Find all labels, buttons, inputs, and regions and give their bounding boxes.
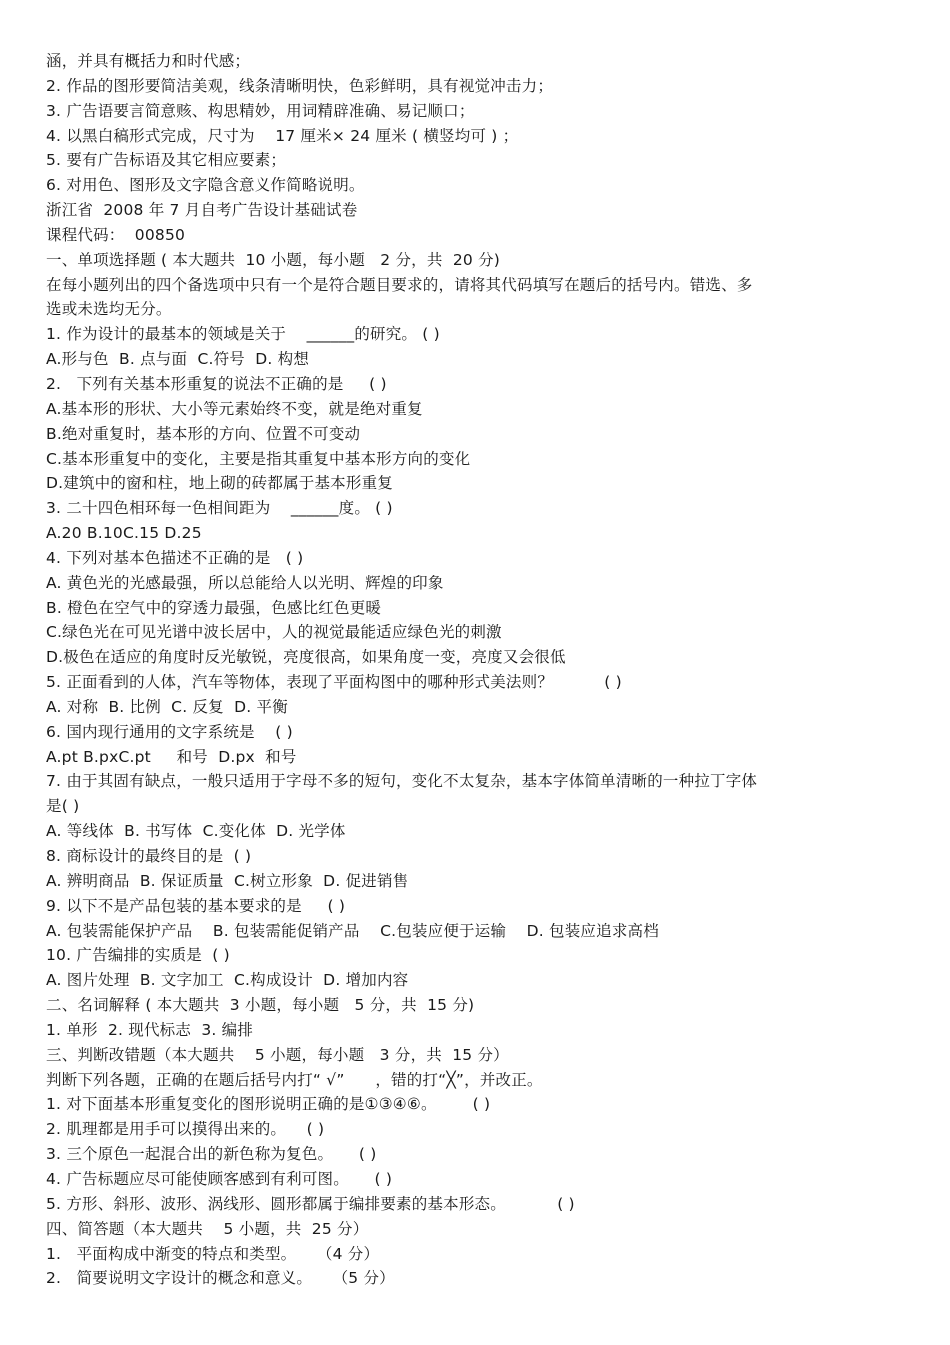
answer-option: D.极色在适应的角度时反光敏锐，亮度很高，如果角度一变，亮度又会很低 bbox=[46, 648, 566, 667]
question: 1. 平面构成中渐变的特点和类型。 （4 分） bbox=[46, 1244, 380, 1263]
question: 4. 下列对基本色描述不正确的是 ( ) bbox=[46, 548, 304, 567]
answer-options: A.pt B.pxC.pt 和号 D.px 和号 bbox=[46, 747, 297, 766]
question: 5. 方形、斜形、波形、涡线形、圆形都属于编排要素的基本形态。 ( ) bbox=[46, 1194, 575, 1213]
answer-option: B.绝对重复时，基本形的方向、位置不可变动 bbox=[46, 424, 361, 443]
question: 3. 三个原色一起混合出的新色称为复色。 ( ) bbox=[46, 1145, 377, 1164]
doc-line: 3. 广告语要言简意赅、构思精妙，用词精辟准确、易记顺口； bbox=[46, 101, 475, 120]
doc-line: 4. 以黑白稿形式完成，尺寸为 17 厘米× 24 厘米 ( 横竖均可 ) ； bbox=[46, 126, 519, 145]
answer-options: A.20 B.10C.15 D.25 bbox=[46, 524, 202, 543]
answer-option: D.建筑中的窗和柱，地上砌的砖都属于基本形重复 bbox=[46, 474, 393, 493]
question: 1. 作为设计的最基本的领域是关于 ______的研究。 ( ) bbox=[46, 325, 440, 344]
question: 4. 广告标题应尽可能使顾客感到有利可图。 ( ) bbox=[46, 1169, 393, 1188]
answer-option: C.绿色光在可见光谱中波长居中，人的视觉最能适应绿色光的刺激 bbox=[46, 623, 502, 642]
section-heading: 四、简答题（本大题共 5 小题，共 25 分） bbox=[46, 1219, 369, 1238]
section-heading: 二、名词解释 ( 本大题共 3 小题，每小题 5 分，共 15 分) bbox=[46, 996, 475, 1015]
answer-options: A. 辨明商品 B. 保证质量 C.树立形象 D. 促进销售 bbox=[46, 871, 409, 890]
answer-option: A.基本形的形状、大小等元素始终不变，就是绝对重复 bbox=[46, 399, 423, 418]
answer-options: A.形与色 B. 点与面 C.符号 D. 构想 bbox=[46, 350, 310, 369]
doc-line: 涵，并具有概括力和时代感； bbox=[46, 52, 251, 70]
answer-options: A. 包装需能保护产品 B. 包装需能促销产品 C.包装应便于运输 D. 包装应追求高档 bbox=[46, 921, 659, 940]
exam-title: 浙江省 2008 年 7 月自考广告设计基础试卷 bbox=[46, 201, 358, 220]
answer-options: A. 对称 B. 比例 C. 反复 D. 平衡 bbox=[46, 697, 288, 716]
section-instructions: 选或未选均无分。 bbox=[46, 300, 172, 319]
section-instructions: 判断下列各题，正确的在题后括号内打“ √” ，错的打“╳”，并改正。 bbox=[46, 1070, 543, 1089]
question: 1. 单形 2. 现代标志 3. 编排 bbox=[46, 1020, 254, 1039]
doc-line: 2. 作品的图形要简洁美观，线条清晰明快，色彩鲜明，具有视觉冲击力； bbox=[46, 76, 554, 95]
question: 1. 对下面基本形重复变化的图形说明正确的是①③④⑥。 ( ) bbox=[46, 1095, 491, 1114]
question: 是( ) bbox=[46, 797, 80, 816]
question: 9. 以下不是产品包装的基本要求的是 ( ) bbox=[46, 896, 346, 915]
question: 3. 二十四色相环每一色相间距为 ______度。 ( ) bbox=[46, 499, 393, 518]
question: 5. 正面看到的人体，汽车等物体，表现了平面构图中的哪种形式美法则？ ( ) bbox=[46, 673, 622, 692]
question: 6. 国内现行通用的文字系统是 ( ) bbox=[46, 722, 293, 741]
question: 10. 广告编排的实质是 ( ) bbox=[46, 946, 230, 965]
answer-option: A. 黄色光的光感最强，所以总能给人以光明、辉煌的印象 bbox=[46, 573, 444, 592]
section-heading: 三、判断改错题（本大题共 5 小题，每小题 3 分，共 15 分） bbox=[46, 1045, 509, 1064]
answer-options: A. 等线体 B. 书写体 C.变化体 D. 光学体 bbox=[46, 822, 346, 841]
question: 8. 商标设计的最终目的是 ( ) bbox=[46, 847, 252, 865]
answer-options: A. 图片处理 B. 文字加工 C.构成设计 D. 增加内容 bbox=[46, 971, 409, 990]
section-heading: 一、单项选择题 ( 本大题共 10 小题，每小题 2 分，共 20 分) bbox=[46, 250, 501, 269]
answer-option: B. 橙色在空气中的穿透力最强，色感比红色更暖 bbox=[46, 598, 382, 617]
question: 2. 简要说明文字设计的概念和意义。 （5 分） bbox=[46, 1269, 395, 1288]
course-code: 课程代码： 00850 bbox=[46, 225, 186, 244]
question: 2. 下列有关基本形重复的说法不正确的是 ( ) bbox=[46, 374, 387, 393]
question: 7. 由于其固有缺点，一般只适用于字母不多的短句，变化不太复杂，基本字体简单清晰的一种拉丁字体 bbox=[46, 772, 758, 791]
doc-line: 5. 要有广告标语及其它相应要素； bbox=[46, 151, 287, 170]
question: 2. 肌理都是用手可以摸得出来的。 ( ) bbox=[46, 1120, 325, 1139]
answer-option: C.基本形重复中的变化，主要是指其重复中基本形方向的变化 bbox=[46, 449, 471, 468]
section-instructions: 在每小题列出的四个备选项中只有一个是符合题目要求的，请将其代码填写在题后的括号内。错选、多 bbox=[46, 275, 753, 294]
doc-line: 6. 对用色、图形及文字隐含意义作简略说明。 bbox=[46, 176, 365, 195]
exam-document bbox=[46, 49, 916, 1291]
